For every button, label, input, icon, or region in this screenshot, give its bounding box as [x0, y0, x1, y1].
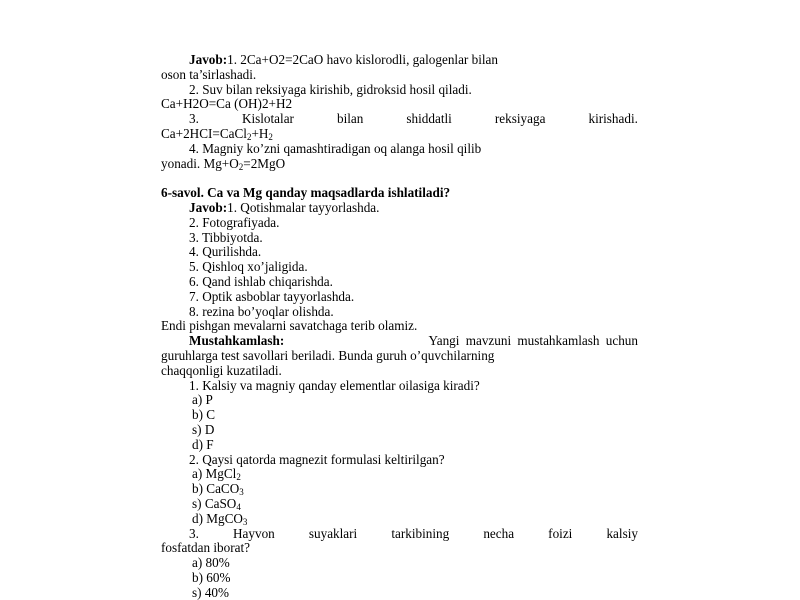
answer-item-4: 4. Magniy ko’zni qamashtiradigan oq alanga hosil qilib: [189, 140, 482, 156]
question-6-use-8: 8. rezina bo’yoqlar olishda.: [189, 303, 334, 319]
answer-item-4-equation: yonadi. $Mg+O_2=2MgO$: [161, 155, 286, 172]
question-6-heading: 6-savol. Ca va Mg qanday maqsadlarda ishlatiladi?: [161, 185, 451, 201]
blank-line: [161, 171, 638, 186]
answer-item-1: Javob:1. 2Ca+O2=2CaO havo kislorodli, galogenlar bilan: [189, 52, 498, 67]
closing-sentence: Endi pishgan mevalarni savatchaga terib olamiz.: [161, 318, 418, 334]
answer-item-3-equation: $Ca+2HCI=CaCl_2+H_2$: [161, 125, 273, 142]
answer-label: Javob:: [189, 199, 228, 215]
test-3-option-b: b) 60%: [192, 569, 231, 585]
test-3-option-s: s) 40%: [192, 584, 229, 600]
answer-label: Javob:: [189, 52, 228, 67]
document-text: [161, 53, 638, 600]
question-6-use-1: Javob:1. Qotishmalar tayyorlashda.: [189, 199, 380, 215]
question-6-use-3: 3. Tibbiyotda.: [189, 229, 263, 245]
test-3-question-cont: fosfatdan iborat?: [161, 540, 250, 556]
test-1-option-d: d) F: [192, 436, 214, 452]
mustahkamlash-line-3: chaqqonligi kuzatiladi.: [161, 362, 282, 378]
test-2-question: 2. Qaysi qatorda magnezit formulasi keltirilgan?: [189, 451, 445, 467]
answer-item-1-cont: oson ta’sirlashadi.: [161, 66, 257, 82]
question-6-use-5: 5. Qishloq xo’jaligida.: [189, 259, 308, 275]
answer-item-3: 3. Kislotalar bilan shiddatli reksiyaga kirishadi.: [189, 111, 638, 127]
test-2-option-a: a) MgCl$_2$: [192, 466, 241, 483]
test-2-option-d: d) MgCO$_3$: [192, 510, 248, 527]
answer-item-2: 2. Suv bilan reksiyaga kirishib, gidroksid hosil qiladi.: [189, 81, 472, 97]
test-1-question: 1. Kalsiy va magniy qanday elementlar oilasiga kiradi?: [189, 377, 480, 393]
test-3-option-a: a) 80%: [192, 555, 230, 571]
test-1-option-s: s) D: [192, 421, 215, 437]
question-6-use-2: 2. Fotografiyada.: [189, 214, 280, 230]
mustahkamlash-line-1: Mustahkamlash: Yangi mavzuni mustahkamlash uchun: [189, 333, 638, 349]
test-2-option-b: b) CaCO$_3$: [192, 481, 244, 498]
test-3-question: 3. Hayvon suyaklari tarkibining necha foizi kalsiy: [189, 525, 638, 541]
mustahkamlash-line-2: guruhlarga test savollari beriladi. Bunda guruh o’quvchilarning: [161, 347, 495, 363]
test-1-option-a: a) P: [192, 392, 213, 408]
test-1-option-b: b) C: [192, 407, 216, 423]
question-6-use-4: 4. Qurilishda.: [189, 244, 262, 260]
test-2-option-s: s) CaSO$_4$: [192, 495, 241, 512]
answer-item-2-equation: Ca+H2O=Ca (OH)2+H2: [161, 96, 293, 112]
question-6-use-7: 7. Optik asboblar tayyorlashda.: [189, 288, 355, 304]
question-6-use-6: 6. Qand ishlab chiqarishda.: [189, 273, 333, 289]
